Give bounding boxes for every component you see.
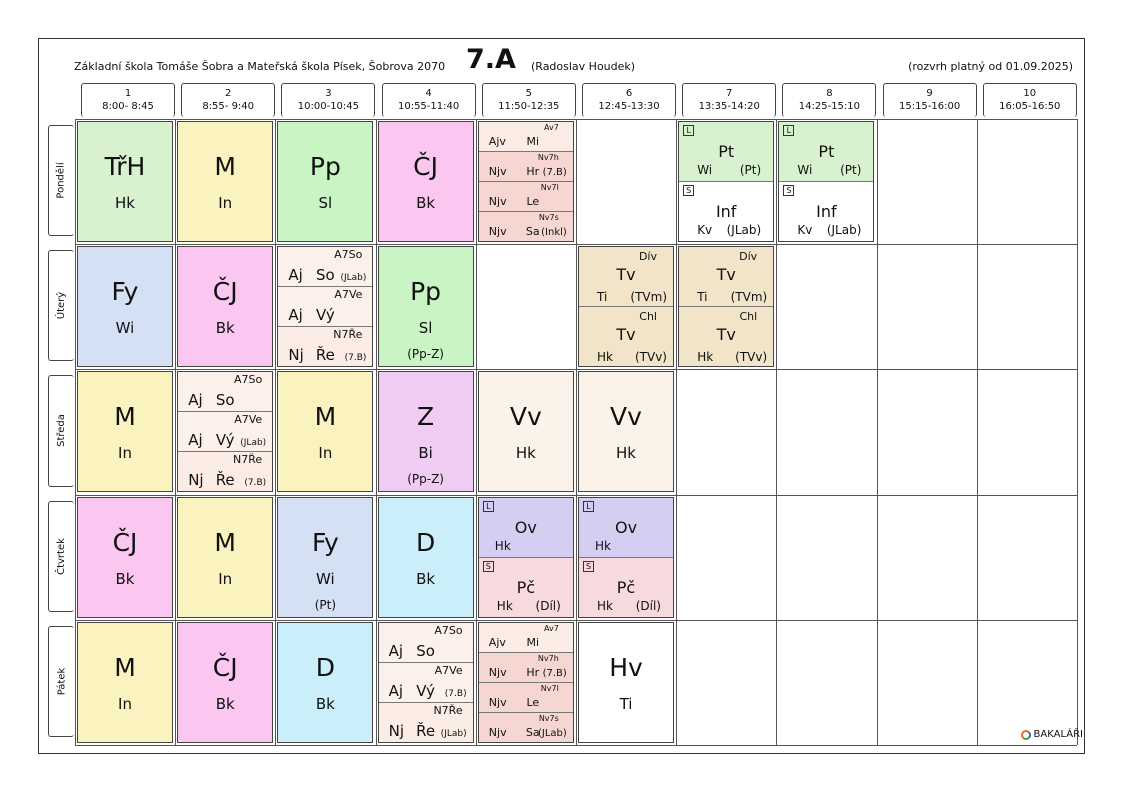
lesson-group: Chl bbox=[739, 310, 758, 324]
lesson-teacher: In bbox=[218, 194, 233, 212]
lesson-subject: TřH bbox=[104, 152, 146, 181]
lesson-room: (TVv) bbox=[634, 350, 667, 365]
lesson-subject: Pč bbox=[616, 577, 636, 597]
lesson-teacher: Ti bbox=[697, 290, 708, 305]
period-time: 15:15-16:00 bbox=[898, 101, 961, 112]
period-number: 4 bbox=[425, 88, 432, 99]
lesson-room: (Pt) bbox=[314, 597, 337, 612]
week-parity-marker: L bbox=[483, 501, 494, 512]
lesson-part[interactable] bbox=[178, 372, 272, 412]
period-time: 10:00-10:45 bbox=[297, 101, 360, 112]
period-header-10 bbox=[983, 83, 1077, 117]
lesson-group: Av7 bbox=[543, 123, 559, 132]
lesson-subject: M bbox=[214, 152, 236, 181]
logo-text: BAKALÁŘI bbox=[1033, 729, 1083, 740]
lesson-part[interactable] bbox=[479, 713, 573, 742]
grid-hline bbox=[75, 620, 1077, 621]
validity-note: (rozvrh platný od 01.09.2025) bbox=[908, 60, 1073, 73]
lesson-cell-mon4[interactable] bbox=[378, 121, 474, 242]
lesson-teacher: Hk bbox=[515, 444, 536, 463]
grid-vline bbox=[376, 119, 377, 745]
lesson-subject: Njv bbox=[488, 695, 507, 709]
lesson-part[interactable] bbox=[479, 212, 573, 241]
lesson-subject: Ajv bbox=[488, 635, 506, 649]
lesson-cell-fri3[interactable] bbox=[277, 622, 373, 743]
period-header-4 bbox=[382, 83, 476, 117]
lesson-room: (Pt) bbox=[840, 163, 862, 177]
lesson-teacher: Vý bbox=[416, 681, 435, 700]
lesson-group: A7So bbox=[334, 248, 363, 262]
lesson-cell-mon3[interactable] bbox=[277, 121, 373, 242]
school-name: Základní škola Tomáše Šobra a Mateřská škola Písek, Šobrova 2070 bbox=[74, 60, 446, 73]
lesson-teacher: Hr bbox=[526, 165, 540, 178]
lesson-cell-wed1[interactable] bbox=[77, 371, 173, 492]
lesson-room: (7.B) bbox=[542, 667, 567, 679]
period-header-3 bbox=[281, 83, 375, 117]
lesson-part[interactable] bbox=[579, 247, 673, 307]
day-name: Úterý bbox=[56, 292, 68, 320]
day-label-wed bbox=[48, 375, 74, 486]
lesson-group: A7Ve bbox=[334, 288, 363, 302]
lesson-part[interactable] bbox=[479, 182, 573, 212]
lesson-teacher: So bbox=[316, 266, 335, 285]
lesson-teacher: Vý bbox=[215, 431, 235, 450]
lesson-subject: ČJ bbox=[212, 652, 238, 682]
lesson-cell-tue1[interactable] bbox=[77, 246, 173, 367]
lesson-subject: Nj bbox=[288, 346, 304, 365]
lesson-group: Dív bbox=[739, 250, 758, 264]
lesson-subject: Nj bbox=[188, 471, 204, 490]
lesson-teacher: Sl bbox=[418, 319, 433, 338]
lesson-room: (7.B) bbox=[444, 688, 467, 699]
grid-hline bbox=[75, 244, 1077, 245]
bakalari-logo-icon bbox=[1021, 730, 1031, 740]
lesson-group: Chl bbox=[639, 310, 657, 324]
period-number: 10 bbox=[1023, 88, 1037, 99]
grid-hline bbox=[75, 119, 1077, 120]
lesson-subject: Aj bbox=[388, 681, 404, 700]
lesson-subject: Hv bbox=[609, 652, 643, 682]
lesson-subject: Ov bbox=[614, 517, 638, 537]
period-time: 13:35-14:20 bbox=[698, 101, 760, 112]
lesson-room: (TVv) bbox=[735, 350, 768, 365]
lesson-teacher: Ti bbox=[597, 290, 608, 305]
lesson-group: Nv7s bbox=[538, 713, 559, 723]
lesson-teacher: So bbox=[416, 641, 435, 660]
lesson-teacher: Le bbox=[526, 695, 540, 709]
lesson-teacher: Hk bbox=[595, 538, 611, 553]
period-number: 5 bbox=[525, 88, 532, 99]
lesson-teacher: Vý bbox=[316, 306, 335, 325]
period-time: 8:00- 8:45 bbox=[102, 101, 154, 112]
lesson-subject: Njv bbox=[488, 195, 507, 208]
lesson-part[interactable] bbox=[579, 307, 673, 366]
lesson-cell-fri6[interactable] bbox=[578, 622, 674, 743]
lesson-subject: Aj bbox=[188, 431, 203, 450]
grid-vline bbox=[476, 119, 477, 745]
lesson-cell-wed3[interactable] bbox=[277, 371, 373, 492]
lesson-part[interactable] bbox=[479, 558, 573, 617]
lesson-part[interactable] bbox=[379, 663, 473, 703]
lesson-part[interactable] bbox=[779, 122, 873, 182]
week-parity-marker: S bbox=[683, 185, 694, 196]
lesson-cell-tue4[interactable] bbox=[378, 246, 474, 367]
lesson-teacher: Wi bbox=[797, 163, 813, 177]
lesson-teacher: Bk bbox=[215, 694, 235, 713]
lesson-part[interactable] bbox=[479, 653, 573, 683]
lesson-cell-thu5[interactable] bbox=[478, 497, 574, 618]
lesson-group: Nv7s bbox=[538, 213, 559, 222]
lesson-teacher: Sl bbox=[318, 194, 333, 212]
week-parity-marker: L bbox=[583, 501, 594, 512]
lesson-subject: Vv bbox=[509, 402, 542, 432]
lesson-subject: Njv bbox=[488, 165, 507, 178]
lesson-group: A7So bbox=[233, 373, 263, 387]
lesson-teacher: Hk bbox=[496, 598, 513, 613]
lesson-room: (TVm) bbox=[630, 290, 667, 305]
lesson-subject: Aj bbox=[288, 306, 303, 325]
class-teacher: (Radoslav Houdek) bbox=[531, 60, 636, 73]
lesson-group: Dív bbox=[638, 250, 657, 264]
period-header-9 bbox=[883, 83, 977, 117]
lesson-group: Nv7l bbox=[540, 683, 559, 693]
lesson-room: (Díl) bbox=[535, 598, 561, 613]
week-parity-marker: S bbox=[783, 185, 794, 196]
lesson-teacher: Bk bbox=[115, 569, 135, 588]
grid-vline bbox=[977, 119, 978, 745]
lesson-subject: Vv bbox=[610, 402, 642, 432]
lesson-cell-wed5[interactable] bbox=[478, 371, 574, 492]
lesson-cell-tue3[interactable] bbox=[277, 246, 373, 367]
lesson-teacher: Le bbox=[526, 195, 540, 208]
lesson-group: N7Ře bbox=[333, 328, 363, 342]
lesson-subject: Ajv bbox=[488, 135, 506, 148]
lesson-cell-mon5[interactable] bbox=[478, 121, 574, 242]
lesson-teacher: Ře bbox=[215, 471, 235, 490]
lesson-subject: Tv bbox=[616, 265, 636, 285]
lesson-teacher: Sa bbox=[525, 225, 540, 238]
day-name: Středa bbox=[56, 414, 68, 448]
lesson-cell-thu1[interactable] bbox=[77, 497, 173, 618]
lesson-cell-wed6[interactable] bbox=[578, 371, 674, 492]
lesson-group: A7So bbox=[434, 623, 463, 637]
lesson-teacher: Bk bbox=[416, 569, 436, 588]
lesson-subject: Pt bbox=[718, 142, 735, 161]
day-label-mon bbox=[48, 125, 74, 236]
lesson-teacher: Hk bbox=[597, 598, 613, 613]
lesson-subject: Fy bbox=[311, 527, 339, 557]
lesson-cell-mon1[interactable] bbox=[77, 121, 173, 242]
period-header-5 bbox=[482, 83, 576, 117]
period-number: 6 bbox=[625, 88, 633, 99]
period-time: 12:45-13:30 bbox=[598, 101, 660, 112]
lesson-room: (7.B) bbox=[344, 353, 367, 364]
lesson-teacher: Kv bbox=[797, 223, 813, 237]
lesson-cell-tue6[interactable] bbox=[578, 246, 674, 367]
lesson-teacher: Wi bbox=[316, 569, 335, 588]
lesson-room: (JLab) bbox=[440, 728, 467, 739]
lesson-room: (Pp-Z) bbox=[407, 472, 444, 487]
lesson-subject: Tv bbox=[716, 325, 736, 345]
lesson-part[interactable] bbox=[479, 152, 573, 182]
lesson-room: (TVm) bbox=[730, 290, 768, 305]
grid-hline bbox=[75, 495, 1077, 496]
lesson-subject: Tv bbox=[616, 325, 636, 345]
lesson-subject: Pt bbox=[818, 142, 835, 161]
period-time: 14:25-15:10 bbox=[798, 101, 861, 112]
period-header-7 bbox=[682, 83, 776, 117]
lesson-room: (JLab) bbox=[537, 727, 567, 739]
lesson-teacher: Hk bbox=[494, 538, 511, 553]
lesson-group: N7Ře bbox=[433, 703, 463, 717]
lesson-teacher: Wi bbox=[115, 319, 135, 338]
bakalari-logo bbox=[1021, 729, 1083, 740]
lesson-cell-thu3[interactable] bbox=[277, 497, 373, 618]
lesson-group: N7Ře bbox=[233, 453, 263, 467]
period-time: 8:55- 9:40 bbox=[202, 101, 255, 112]
lesson-group: Nv7h bbox=[537, 153, 559, 162]
day-name: Čtvrtek bbox=[56, 537, 68, 575]
lesson-teacher: In bbox=[318, 444, 333, 463]
week-parity-marker: S bbox=[483, 561, 494, 572]
period-number: 1 bbox=[124, 88, 132, 99]
lesson-room: (JLab) bbox=[726, 223, 762, 237]
lesson-subject: M bbox=[114, 652, 136, 682]
lesson-group: A7Ve bbox=[434, 663, 463, 677]
lesson-subject: D bbox=[415, 527, 436, 557]
lesson-subject: Pp bbox=[309, 152, 341, 181]
lesson-part[interactable] bbox=[479, 683, 573, 713]
lesson-subject: Aj bbox=[288, 266, 303, 285]
grid-vline bbox=[676, 119, 677, 745]
class-title: 7.A bbox=[466, 44, 516, 75]
lesson-room: (JLab) bbox=[826, 223, 862, 237]
lesson-teacher: Ře bbox=[416, 721, 436, 740]
grid-vline bbox=[275, 119, 276, 745]
week-parity-marker: L bbox=[683, 125, 694, 136]
lesson-subject: Pč bbox=[516, 577, 536, 597]
lesson-part[interactable] bbox=[479, 623, 573, 653]
lesson-group: Nv7l bbox=[540, 183, 559, 192]
grid-hline bbox=[75, 745, 1077, 746]
period-number: 3 bbox=[325, 88, 332, 99]
lesson-teacher: In bbox=[218, 569, 233, 588]
lesson-cell-mon2[interactable] bbox=[177, 121, 273, 242]
lesson-teacher: Kv bbox=[697, 223, 713, 237]
grid-vline bbox=[576, 119, 577, 745]
period-time: 11:50-12:35 bbox=[498, 101, 560, 112]
lesson-part[interactable] bbox=[479, 498, 573, 558]
lesson-room: (JLab) bbox=[340, 273, 367, 284]
week-parity-marker: L bbox=[783, 125, 794, 136]
grid-vline bbox=[75, 119, 76, 745]
lesson-subject: ČJ bbox=[413, 152, 439, 181]
lesson-cell-fri2[interactable] bbox=[177, 622, 273, 743]
lesson-cell-thu6[interactable] bbox=[578, 497, 674, 618]
lesson-cell-tue2[interactable] bbox=[177, 246, 273, 367]
lesson-group: Nv7h bbox=[537, 653, 559, 663]
lesson-teacher: Ře bbox=[315, 346, 335, 365]
lesson-subject: Inf bbox=[715, 202, 737, 221]
lesson-part[interactable] bbox=[679, 122, 773, 182]
lesson-subject: ČJ bbox=[212, 277, 238, 307]
lesson-part[interactable] bbox=[779, 182, 873, 241]
period-number: 9 bbox=[926, 88, 933, 99]
period-header-8 bbox=[782, 83, 876, 117]
period-header-1 bbox=[81, 83, 175, 117]
week-parity-marker: S bbox=[583, 561, 594, 572]
lesson-teacher: Hk bbox=[115, 194, 135, 212]
lesson-cell-thu4[interactable] bbox=[378, 497, 474, 618]
period-time: 16:05-16:50 bbox=[999, 101, 1061, 112]
lesson-teacher: Hk bbox=[597, 350, 613, 365]
lesson-teacher: Hk bbox=[697, 350, 714, 365]
lesson-teacher: Mi bbox=[526, 135, 540, 148]
lesson-teacher: Bk bbox=[315, 694, 335, 713]
lesson-subject: ČJ bbox=[112, 527, 138, 557]
lesson-subject: M bbox=[114, 402, 136, 432]
lesson-teacher: In bbox=[118, 694, 132, 713]
period-header-6 bbox=[582, 83, 676, 117]
lesson-teacher: Ti bbox=[619, 694, 633, 713]
lesson-subject: Njv bbox=[488, 725, 507, 739]
grid-vline bbox=[1077, 119, 1078, 745]
lesson-subject: Ov bbox=[514, 517, 537, 537]
lesson-subject: Aj bbox=[188, 391, 203, 410]
lesson-part[interactable] bbox=[379, 703, 473, 742]
lesson-cell-tue7[interactable] bbox=[678, 246, 774, 367]
lesson-cell-wed4[interactable] bbox=[378, 371, 474, 492]
lesson-teacher: In bbox=[118, 444, 132, 463]
lesson-cell-mon8[interactable] bbox=[778, 121, 874, 242]
lesson-part[interactable] bbox=[679, 307, 773, 366]
lesson-subject: Fy bbox=[111, 277, 139, 307]
day-label-fri bbox=[48, 626, 74, 737]
grid-hline bbox=[75, 369, 1077, 370]
day-name: Pátek bbox=[56, 667, 68, 696]
lesson-teacher: Bk bbox=[416, 194, 436, 212]
lesson-subject: Njv bbox=[488, 665, 507, 679]
lesson-part[interactable] bbox=[178, 412, 272, 452]
lesson-subject: Inf bbox=[816, 202, 837, 221]
lesson-cell-fri4[interactable] bbox=[378, 622, 474, 743]
day-name: Pondělí bbox=[56, 162, 67, 199]
lesson-teacher: Sa bbox=[525, 725, 540, 739]
lesson-subject: Njv bbox=[488, 225, 507, 238]
lesson-part[interactable] bbox=[278, 327, 372, 366]
lesson-room: (Pt) bbox=[739, 163, 762, 177]
lesson-subject: Tv bbox=[716, 265, 736, 285]
lesson-teacher: Wi bbox=[697, 163, 713, 177]
lesson-teacher: Bk bbox=[215, 319, 235, 338]
period-header-2 bbox=[181, 83, 275, 117]
lesson-teacher: So bbox=[215, 391, 235, 410]
grid-vline bbox=[175, 119, 176, 745]
grid-vline bbox=[776, 119, 777, 745]
day-label-thu bbox=[48, 501, 74, 612]
lesson-part[interactable] bbox=[278, 287, 372, 327]
lesson-part[interactable] bbox=[679, 182, 773, 241]
lesson-room: (Inkl) bbox=[541, 227, 567, 238]
lesson-part[interactable] bbox=[479, 122, 573, 152]
lesson-teacher: Hr bbox=[526, 665, 540, 679]
period-number: 2 bbox=[225, 88, 232, 99]
lesson-room: (Pp-Z) bbox=[407, 347, 444, 362]
lesson-subject: Z bbox=[417, 402, 435, 432]
lesson-cell-thu2[interactable] bbox=[177, 497, 273, 618]
lesson-cell-mon7[interactable] bbox=[678, 121, 774, 242]
lesson-cell-fri5[interactable] bbox=[478, 622, 574, 743]
period-number: 7 bbox=[726, 88, 733, 99]
lesson-subject: Pp bbox=[410, 277, 442, 307]
lesson-room: (7.B) bbox=[542, 167, 567, 178]
lesson-group: A7Ve bbox=[234, 413, 263, 427]
lesson-part[interactable] bbox=[679, 247, 773, 307]
lesson-subject: M bbox=[214, 527, 236, 557]
lesson-teacher: Bi bbox=[418, 444, 433, 463]
lesson-part[interactable] bbox=[579, 498, 673, 558]
lesson-teacher: Mi bbox=[526, 635, 540, 649]
lesson-room: (Díl) bbox=[635, 598, 661, 613]
period-number: 8 bbox=[826, 88, 833, 99]
lesson-group: Av7 bbox=[543, 623, 559, 633]
lesson-subject: Aj bbox=[388, 641, 404, 660]
lesson-cell-wed2[interactable] bbox=[177, 371, 273, 492]
lesson-room: (JLab) bbox=[240, 438, 267, 449]
lesson-teacher: Hk bbox=[616, 444, 636, 463]
grid-vline bbox=[877, 119, 878, 745]
lesson-room: (7.B) bbox=[244, 478, 267, 489]
lesson-part[interactable] bbox=[278, 247, 372, 287]
lesson-part[interactable] bbox=[579, 558, 673, 617]
period-time: 10:55-11:40 bbox=[397, 101, 460, 112]
lesson-subject: Nj bbox=[388, 721, 404, 740]
lesson-part[interactable] bbox=[379, 623, 473, 663]
lesson-subject: M bbox=[314, 402, 337, 432]
lesson-part[interactable] bbox=[178, 452, 272, 491]
lesson-subject: D bbox=[315, 652, 336, 682]
lesson-cell-fri1[interactable] bbox=[77, 622, 173, 743]
day-label-tue bbox=[48, 250, 74, 361]
